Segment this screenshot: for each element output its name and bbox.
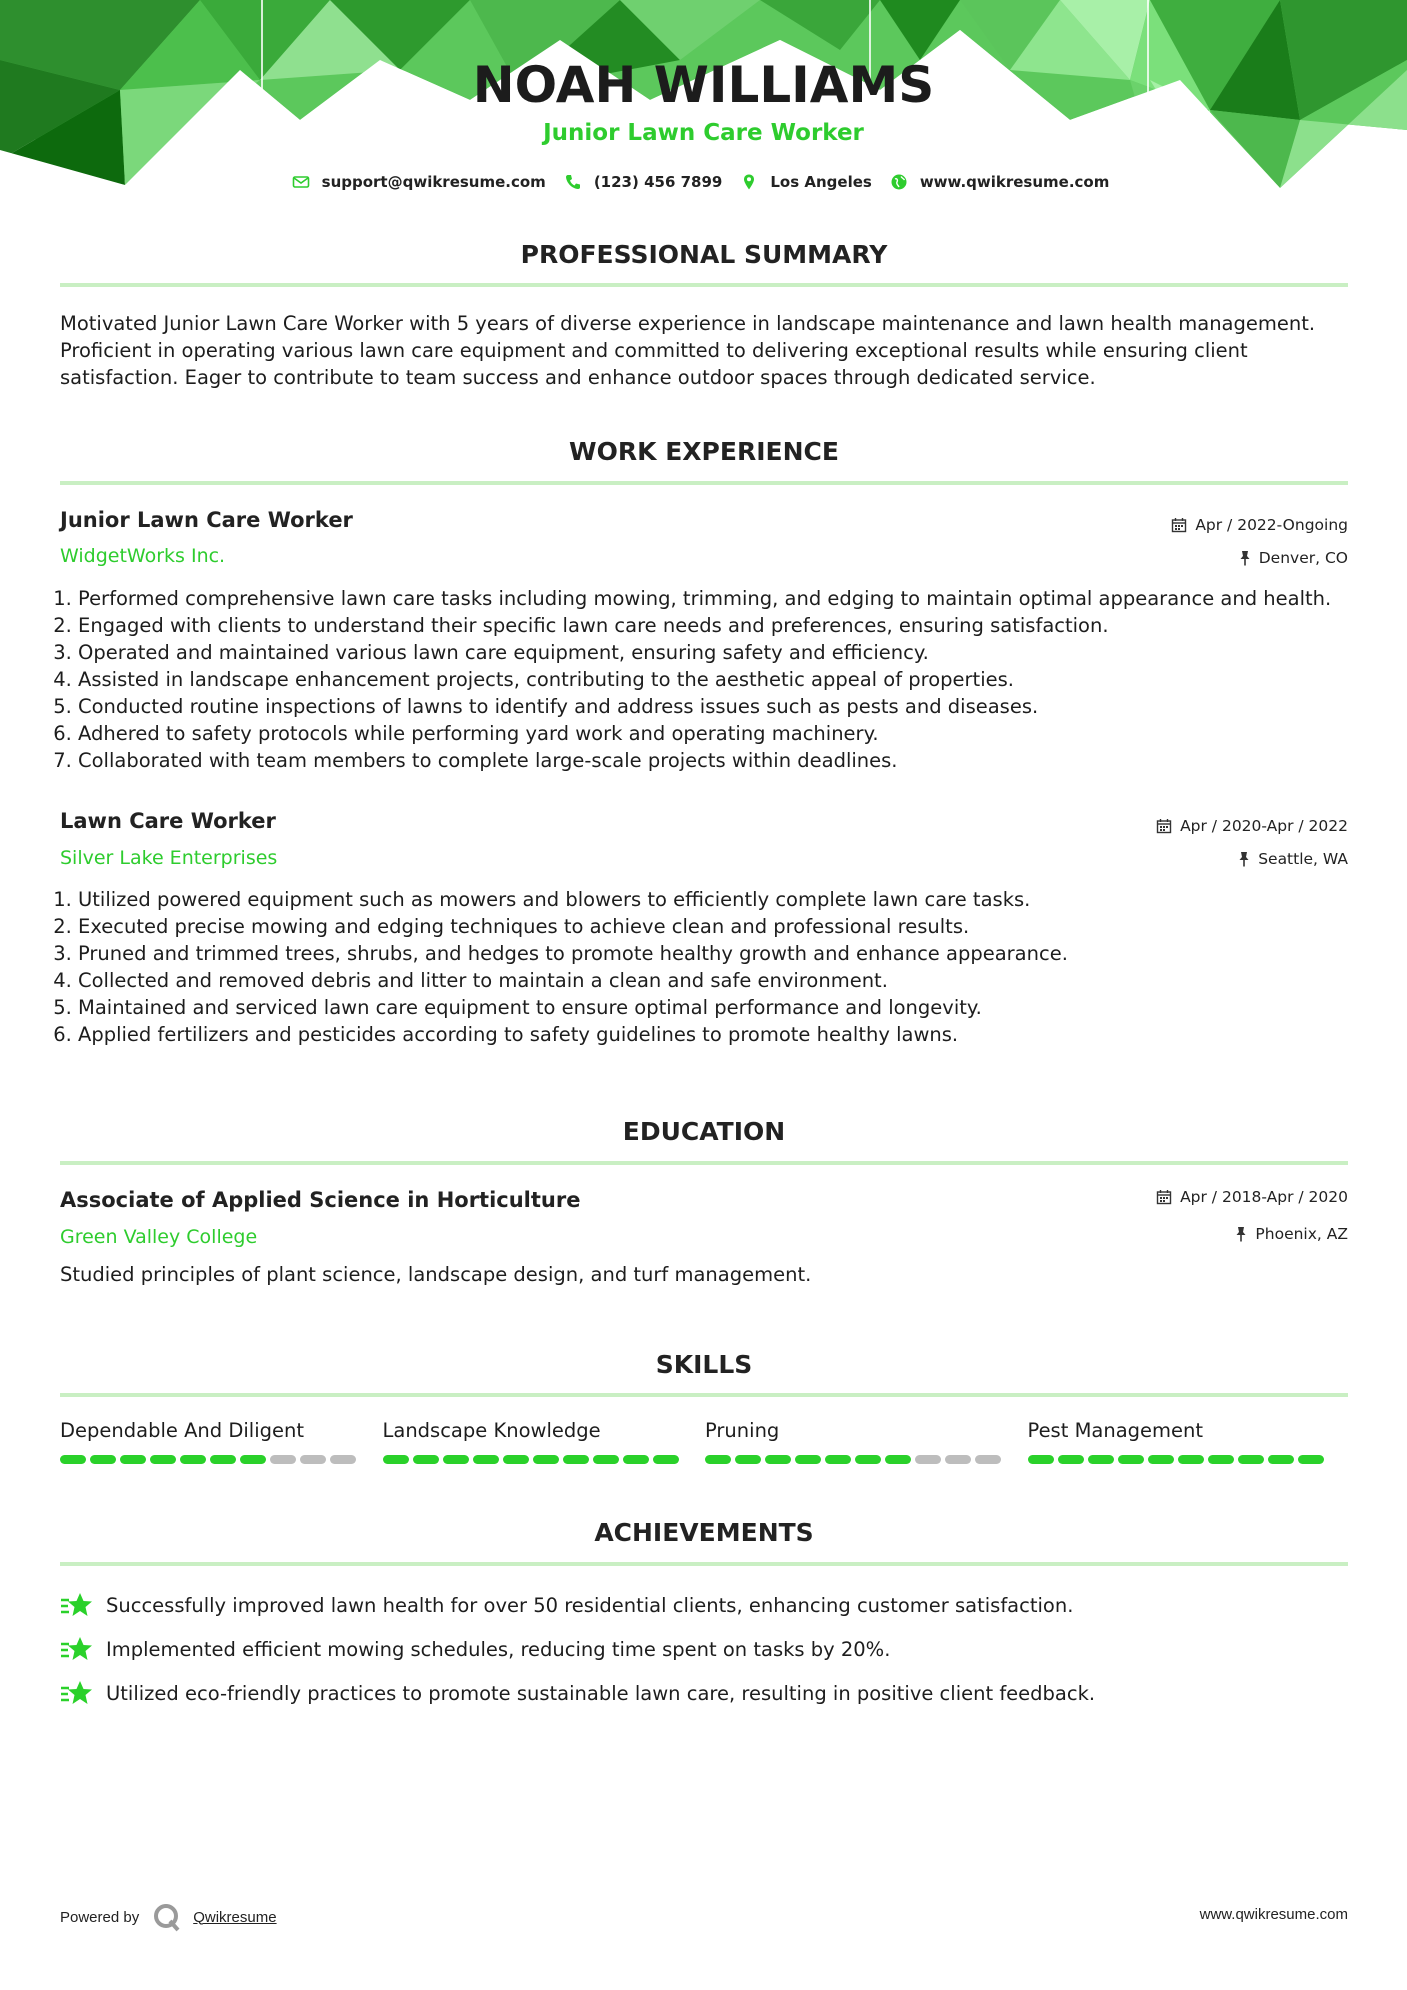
- education-dates: [1156, 1188, 1348, 1206]
- skill-segment-filled: [1028, 1455, 1054, 1464]
- skill-segment-filled: [1148, 1455, 1174, 1464]
- skill-name: Landscape Knowledge: [382, 1419, 601, 1442]
- education-heading: EDUCATION: [622, 1117, 786, 1146]
- contact-website[interactable]: [890, 173, 1110, 191]
- skill-segment-filled: [60, 1455, 86, 1464]
- list-item: 3. Pruned and trimmed trees, shrubs, and hedges to promote healthy growth and enhance appearance.: [78, 940, 1378, 967]
- job-location: [1238, 850, 1348, 868]
- list-item: 3. Operated and maintained various lawn care equipment, ensuring safety and efficiency.: [78, 639, 1378, 666]
- degree-title: Associate of Applied Science in Horticulture: [60, 1188, 581, 1212]
- skills-list: [60, 1419, 1350, 1464]
- skill-segment-filled: [885, 1455, 911, 1464]
- skill-segment-filled: [90, 1455, 116, 1464]
- education-location-text: Phoenix, AZ: [1255, 1225, 1348, 1243]
- skill-segment-filled: [240, 1455, 266, 1464]
- skill-segment-filled: [473, 1455, 499, 1464]
- map-pin-icon: [740, 173, 758, 191]
- star-icon: [60, 1590, 94, 1620]
- list-item: 4. Assisted in landscape enhancement projects, contributing to the aesthetic appeal of properties.: [78, 666, 1378, 693]
- skill-segment-filled: [210, 1455, 236, 1464]
- job-location-text: Denver, CO: [1258, 549, 1348, 567]
- skill-segment-empty: [330, 1455, 356, 1464]
- qwikresume-logo-icon: [151, 1902, 181, 1932]
- list-item: 5. Conducted routine inspections of lawns to identify and address issues such as pests and diseases.: [78, 693, 1378, 720]
- footer-powered-by: [60, 1902, 277, 1932]
- job-title: Junior Lawn Care Worker: [60, 508, 353, 532]
- skill-segment-filled: [795, 1455, 821, 1464]
- powered-by-label: Powered by: [60, 1908, 140, 1926]
- calendar-icon: [1156, 818, 1172, 834]
- skill-segment-filled: [503, 1455, 529, 1464]
- contact-email-text: support@qwikresume.com: [321, 173, 546, 191]
- skill-segment-filled: [623, 1455, 649, 1464]
- skill-name: Pest Management: [1027, 1419, 1204, 1442]
- skill-segment-filled: [705, 1455, 731, 1464]
- skill-segment-filled: [120, 1455, 146, 1464]
- contact-website-text: www.qwikresume.com: [919, 173, 1110, 191]
- school-name: Green Valley College: [60, 1226, 258, 1248]
- achievement-text: Successfully improved lawn health for over 50 residential clients, enhancing customer satisfaction.: [106, 1593, 1074, 1617]
- skill-rating-bar: [705, 1455, 1028, 1464]
- skill-segment-empty: [975, 1455, 1001, 1464]
- job-company: WidgetWorks Inc.: [60, 545, 226, 567]
- summary-divider: [60, 283, 1348, 287]
- summary-line: Proficient in operating various lawn care equipment and committed to delivering exceptional results while ensuring client: [60, 339, 1248, 362]
- achievements-divider: [60, 1562, 1348, 1566]
- contact-location: [740, 173, 871, 191]
- envelope-icon: [292, 173, 310, 191]
- contact-phone-text: (123) 456 7899: [593, 173, 723, 191]
- summary-line: Motivated Junior Lawn Care Worker with 5 years of diverse experience in landscape maintenance and lawn health management.: [60, 312, 1316, 335]
- contact-location-text: Los Angeles: [770, 173, 872, 191]
- skill-segment-filled: [1058, 1455, 1084, 1464]
- education-location: [1235, 1225, 1348, 1243]
- candidate-name: NOAH WILLIAMS: [472, 56, 935, 114]
- footer-website[interactable]: www.qwikresume.com: [1199, 1906, 1348, 1923]
- job-dates-text: Apr / 2020-Apr / 2022: [1180, 817, 1348, 835]
- job-dates: [1171, 516, 1348, 534]
- skill-segment-empty: [270, 1455, 296, 1464]
- skill-name: Dependable And Diligent: [60, 1419, 304, 1442]
- summary-heading: PROFESSIONAL SUMMARY: [520, 240, 888, 269]
- calendar-icon: [1171, 517, 1187, 533]
- job-bullets: [54, 886, 1378, 1048]
- achievements-heading: ACHIEVEMENTS: [594, 1518, 814, 1547]
- skill-segment-filled: [1178, 1455, 1204, 1464]
- pushpin-icon: [1239, 550, 1251, 566]
- skill-segment-filled: [1208, 1455, 1234, 1464]
- list-item: 1. Performed comprehensive lawn care tasks including mowing, trimming, and edging to maintain optimal appearance and health.: [78, 585, 1378, 612]
- skill-segment-filled: [563, 1455, 589, 1464]
- skill-segment-empty: [915, 1455, 941, 1464]
- education-dates-text: Apr / 2018-Apr / 2020: [1180, 1188, 1348, 1206]
- pushpin-icon: [1238, 851, 1250, 867]
- skill-segment-filled: [150, 1455, 176, 1464]
- skill-segment-empty: [945, 1455, 971, 1464]
- candidate-title: Junior Lawn Care Worker: [543, 120, 864, 146]
- summary-text: [60, 310, 1350, 391]
- skills-divider: [60, 1393, 1348, 1397]
- skill-segment-filled: [1268, 1455, 1294, 1464]
- list-item: 7. Collaborated with team members to complete large-scale projects within deadlines.: [78, 747, 1378, 774]
- achievement-text: Utilized eco-friendly practices to promote sustainable lawn care, resulting in positive client feedback.: [106, 1681, 1096, 1705]
- job-company: Silver Lake Enterprises: [60, 847, 278, 869]
- skill-segment-filled: [765, 1455, 791, 1464]
- job-title: Lawn Care Worker: [60, 809, 276, 833]
- calendar-icon: [1156, 1189, 1172, 1205]
- skill-segment-filled: [413, 1455, 439, 1464]
- skill-segment-filled: [1088, 1455, 1114, 1464]
- job-dates-text: Apr / 2022-Ongoing: [1195, 516, 1348, 534]
- job-dates: [1156, 817, 1348, 835]
- contact-phone[interactable]: [564, 173, 723, 191]
- skills-heading: SKILLS: [655, 1350, 753, 1379]
- star-icon: [60, 1634, 94, 1664]
- achievement-item: [60, 1634, 890, 1664]
- achievement-item: [60, 1678, 1095, 1708]
- skill-item: [1028, 1419, 1351, 1464]
- contact-email[interactable]: [292, 173, 546, 191]
- skill-segment-filled: [1238, 1455, 1264, 1464]
- globe-icon: [890, 173, 908, 191]
- skill-name: Pruning: [705, 1419, 780, 1442]
- education-divider: [60, 1161, 1348, 1165]
- skill-segment-filled: [1298, 1455, 1324, 1464]
- skill-segment-filled: [443, 1455, 469, 1464]
- skill-segment-filled: [593, 1455, 619, 1464]
- contact-bar: [0, 173, 1407, 191]
- experience-divider: [60, 481, 1348, 485]
- list-item: 2. Executed precise mowing and edging techniques to achieve clean and professional results.: [78, 913, 1378, 940]
- skill-segment-filled: [383, 1455, 409, 1464]
- summary-line: satisfaction. Eager to contribute to team success and enhance outdoor spaces through dedicated service.: [60, 366, 1096, 389]
- experience-heading: WORK EXPERIENCE: [569, 437, 839, 466]
- list-item: 5. Maintained and serviced lawn care equipment to ensure optimal performance and longevity.: [78, 994, 1378, 1021]
- skill-rating-bar: [1028, 1455, 1351, 1464]
- skill-segment-filled: [735, 1455, 761, 1464]
- phone-icon: [564, 173, 582, 191]
- skill-segment-filled: [1118, 1455, 1144, 1464]
- achievement-text: Implemented efficient mowing schedules, reducing time spent on tasks by 20%.: [106, 1637, 891, 1661]
- star-icon: [60, 1678, 94, 1708]
- skill-segment-filled: [653, 1455, 679, 1464]
- skill-segment-empty: [300, 1455, 326, 1464]
- list-item: 4. Collected and removed debris and litter to maintain a clean and safe environment.: [78, 967, 1378, 994]
- list-item: 6. Adhered to safety protocols while performing yard work and operating machinery.: [78, 720, 1378, 747]
- achievement-item: [60, 1590, 1073, 1620]
- skill-segment-filled: [180, 1455, 206, 1464]
- job-location-text: Seattle, WA: [1258, 850, 1348, 868]
- list-item: 6. Applied fertilizers and pesticides according to safety guidelines to promote healthy lawns.: [78, 1021, 1378, 1048]
- skill-segment-filled: [855, 1455, 881, 1464]
- skill-rating-bar: [60, 1455, 383, 1464]
- skill-rating-bar: [383, 1455, 706, 1464]
- skill-item: [383, 1419, 706, 1464]
- list-item: 1. Utilized powered equipment such as mowers and blowers to efficiently complete lawn care tasks.: [78, 886, 1378, 913]
- skill-segment-filled: [825, 1455, 851, 1464]
- education-description: Studied principles of plant science, landscape design, and turf management.: [60, 1263, 812, 1286]
- skill-item: [705, 1419, 1028, 1464]
- qwikresume-link[interactable]: Qwikresume: [193, 1908, 277, 1926]
- job-location: [1239, 549, 1348, 567]
- skill-item: [60, 1419, 383, 1464]
- job-bullets: [54, 585, 1378, 774]
- list-item: 2. Engaged with clients to understand their specific lawn care needs and preferences, ensuring satisfaction.: [78, 612, 1378, 639]
- skill-segment-filled: [533, 1455, 559, 1464]
- pushpin-icon: [1235, 1226, 1247, 1242]
